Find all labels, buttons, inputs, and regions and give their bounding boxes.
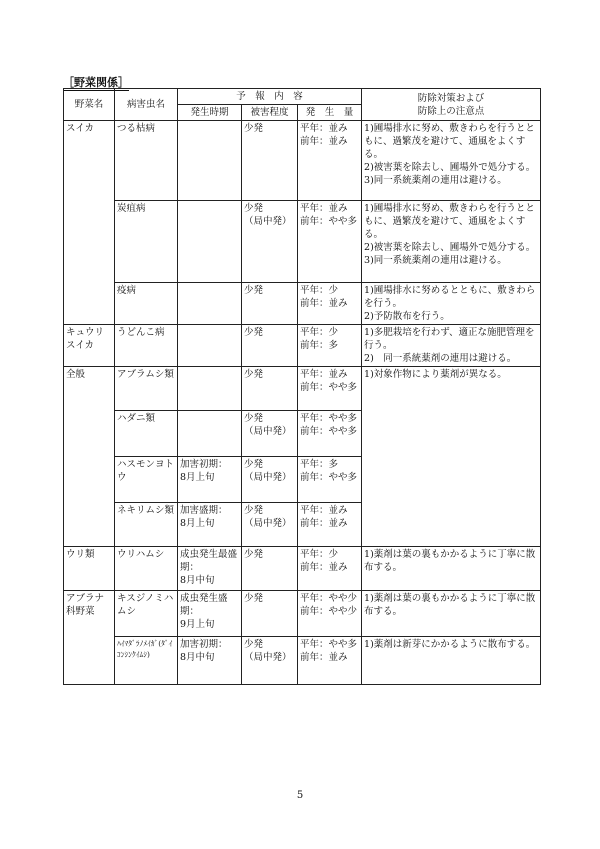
cell-amount: 平年：少 前年：並み [298, 547, 362, 591]
cell-timing: 成虫発生盛期： 9月上旬 [178, 591, 242, 637]
cell-measures: 1)圃場排水に努め、敷きわらを行うとともに、過繁茂を避けて、通風をよくする。 2)被害葉を除去し、圃場外で処分する。 3)同一系統薬剤の連用は避ける。 [362, 121, 541, 201]
cell-damage: 少発 （局中発） [242, 201, 298, 283]
cell-pest: ﾊｲﾏﾀﾞﾗﾉﾒｲｶﾞ(ﾀﾞｲｺﾝｼﾝｸｲﾑｼ) [115, 637, 178, 685]
cell-vegetable: アブラナ科野菜 [64, 591, 115, 685]
cell-amount: 平年：少 前年：並み [298, 283, 362, 325]
cell-timing [178, 411, 242, 457]
cell-pest: 疫病 [115, 283, 178, 325]
cell-amount: 平年：やや少 前年：やや少 [298, 591, 362, 637]
cell-vegetable: 全般 [64, 367, 115, 547]
cell-vegetable: ウリ類 [64, 547, 115, 591]
cell-timing [178, 325, 242, 367]
cell-damage: 少発 [242, 121, 298, 201]
section-title: ［野菜関係］ [63, 76, 129, 89]
cell-timing [178, 121, 242, 201]
cell-measures: 1)圃場排水に努め、敷きわらを行うとともに、過繁茂を避けて、通風をよくする。 2)被害葉を除去し、圃場外で処分する。 3)同一系統薬剤の連用は避ける。 [362, 201, 541, 283]
cell-timing: 加害盛期： 8月上旬 [178, 503, 242, 547]
cell-amount: 平年：並み 前年：並み [298, 121, 362, 201]
cell-pest: キスジノミハムシ [115, 591, 178, 637]
cell-vegetable: スイカ [64, 121, 115, 325]
cell-timing: 加害初期： 8月上旬 [178, 457, 242, 503]
header-damage: 被害程度 [242, 105, 298, 121]
cell-amount: 平年：やや多 前年：やや多 [298, 411, 362, 457]
cell-amount: 平年：並み 前年：並み [298, 503, 362, 547]
cell-damage: 少発 [242, 591, 298, 637]
cell-damage: 少発 （局中発） [242, 411, 298, 457]
cell-amount: 平年：少 前年：多 [298, 325, 362, 367]
header-forecast-group: 予 報 内 容 [178, 89, 362, 105]
cell-pest: ハスモンヨトウ [115, 457, 178, 503]
cell-measures: 1)圃場排水に努めるとともに、敷きわらを行う。 2)予防散布を行う。 [362, 283, 541, 325]
cell-vegetable: キュウリ スイカ [64, 325, 115, 367]
cell-damage: 少発 [242, 547, 298, 591]
cell-damage: 少発 [242, 283, 298, 325]
cell-timing: 加害初期： 8月中旬 [178, 637, 242, 685]
header-measures: 防除対策および 防除上の注意点 [362, 89, 541, 121]
page-number: 5 [296, 790, 304, 801]
header-pest: 病害虫名 [115, 89, 178, 121]
cell-damage: 少発 （局中発） [242, 637, 298, 685]
cell-pest: アブラムシ類 [115, 367, 178, 411]
cell-damage: 少発 [242, 367, 298, 411]
cell-measures: 1)薬剤は葉の裏もかかるように丁寧に散布する。 [362, 591, 541, 637]
cell-pest: ネキリムシ類 [115, 503, 178, 547]
cell-measures: 1)対象作物により薬剤が異なる。 [362, 367, 541, 547]
cell-pest: ハダニ類 [115, 411, 178, 457]
cell-timing [178, 283, 242, 325]
cell-pest: 炭疽病 [115, 201, 178, 283]
cell-measures: 1)薬剤は新芽にかかるように散布する。 [362, 637, 541, 685]
cell-pest: つる枯病 [115, 121, 178, 201]
header-vegetable: 野菜名 [64, 89, 115, 121]
cell-timing [178, 201, 242, 283]
cell-pest: ウリハムシ [115, 547, 178, 591]
cell-amount: 平年：並み 前年：やや多 [298, 201, 362, 283]
header-timing: 発生時期 [178, 105, 242, 121]
cell-amount: 平年：多 前年：やや多 [298, 457, 362, 503]
cell-timing: 成虫発生最盛期： 8月中旬 [178, 547, 242, 591]
cell-damage: 少発 （局中発） [242, 503, 298, 547]
cell-measures: 1)多肥栽培を行わず、適正な施肥管理を行う。 2) 同一系統薬剤の連用は避ける。 [362, 325, 541, 367]
cell-pest: うどんこ病 [115, 325, 178, 367]
header-amount: 発 生 量 [298, 105, 362, 121]
cell-damage: 少発 [242, 325, 298, 367]
cell-amount: 平年：並み 前年：やや多 [298, 367, 362, 411]
cell-timing [178, 367, 242, 411]
cell-damage: 少発 （局中発） [242, 457, 298, 503]
cell-measures: 1)薬剤は葉の裏もかかるように丁寧に散布する。 [362, 547, 541, 591]
cell-amount: 平年：やや多 前年：並み [298, 637, 362, 685]
forecast-table [63, 88, 541, 685]
